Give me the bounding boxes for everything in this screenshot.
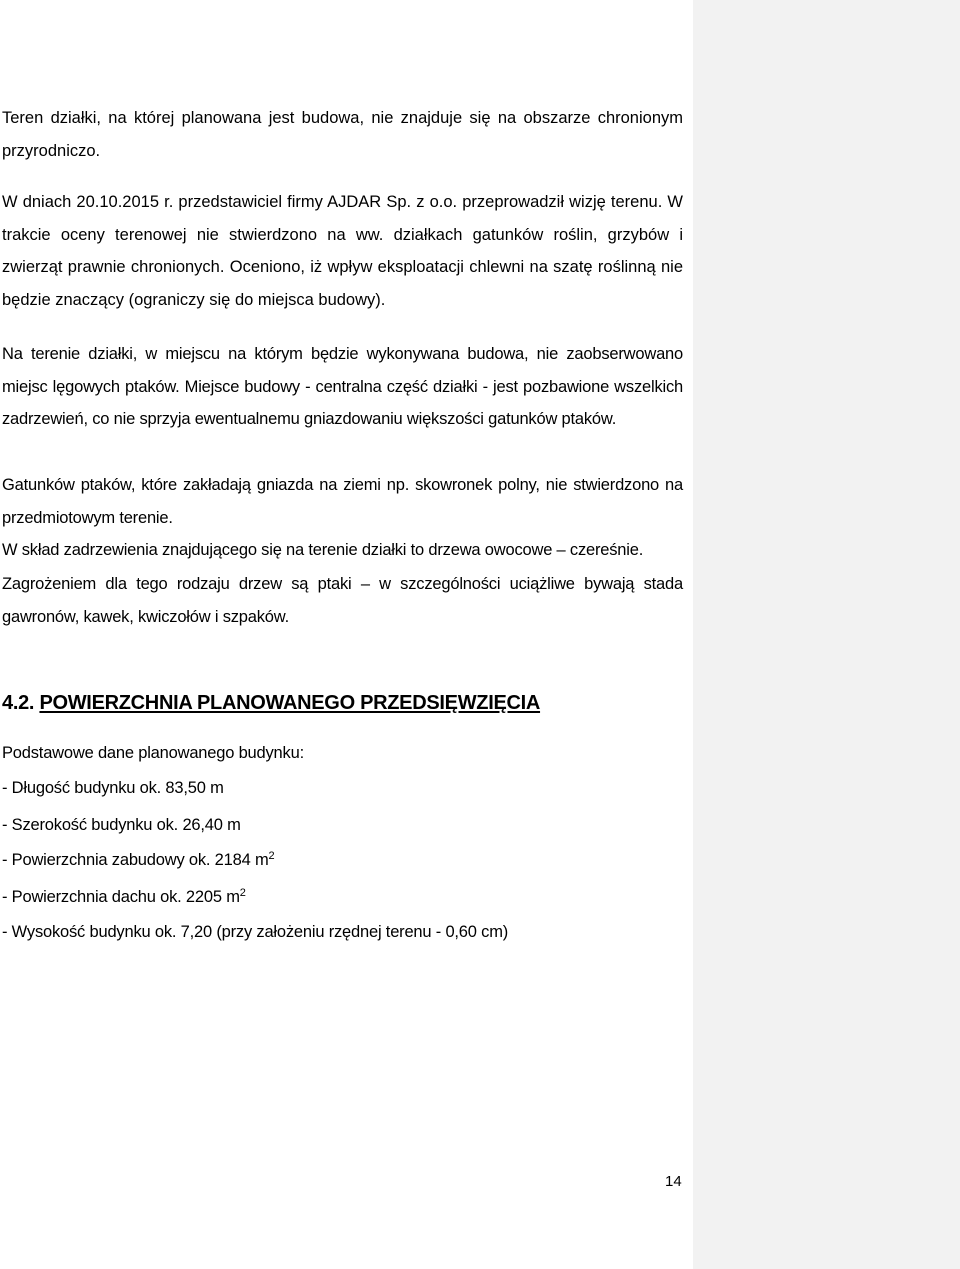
section-number: 4.2. <box>2 692 35 714</box>
list-item <box>2 921 508 943</box>
paragraph-tree-threats: Zagrożeniem dla tego rodzaju drzew są ptaki – w szczególności uciążliwe bywają stada gawronów, kawek, kwiczołów i szpaków. <box>2 575 683 626</box>
paragraph-protected-area: Teren działki, na której planowana jest budowa, nie znajduje się na obszarze chronionym przyrodniczo. <box>2 109 683 160</box>
list-item-text: - Długość budynku ok. 83,50 m <box>2 779 224 797</box>
page-number: 14 <box>665 1173 682 1190</box>
superscript-exponent: 2 <box>268 850 275 862</box>
list-item <box>2 777 224 799</box>
list-item-text: - Powierzchnia dachu ok. 2205 m <box>2 888 240 906</box>
comment-margin-pane <box>693 0 960 1269</box>
section-title: POWIERZCHNIA PLANOWANEGO PRZEDSIĘWZIĘCIA <box>39 692 541 714</box>
list-item-text: - Powierzchnia zabudowy ok. 2184 m <box>2 851 269 869</box>
paragraph-tree-cover: W skład zadrzewienia znajdującego się na terenie działki to drzewa owocowe – czereśnie. <box>2 541 644 559</box>
section-heading <box>2 688 540 718</box>
paragraph-bird-nesting: Na terenie działki, w miejscu na którym będzie wykonywana budowa, nie zaobserwowano miejsc lęgowych ptaków. Miejsce budowy - centralna część działki - jest pozbawione wszelkich zadrzewień, co nie sprzyja ewentualnemu gniazdowaniu większości gatunków ptaków. <box>2 345 683 429</box>
list-item <box>2 814 241 836</box>
list-item-text: - Szerokość budynku ok. 26,40 m <box>2 816 241 834</box>
superscript-exponent: 2 <box>239 887 246 899</box>
building-data-intro: Podstawowe dane planowanego budynku: <box>2 744 304 762</box>
paragraph-ground-nesting: Gatunków ptaków, które zakładają gniazda na ziemi np. skowronek polny, nie stwierdzono na przedmiotowym terenie. <box>2 476 683 527</box>
list-item <box>2 886 246 908</box>
list-item <box>2 849 274 871</box>
list-item-text: - Wysokość budynku ok. 7,20 (przy założeniu rzędnej terenu - 0,60 cm) <box>2 923 509 941</box>
paragraph-site-inspection: W dniach 20.10.2015 r. przedstawiciel firmy AJDAR Sp. z o.o. przeprowadził wizję terenu. W trakcie oceny terenowej nie stwierdzono na ww. działkach gatunków roślin, grzybów i zwierząt prawnie chronionych. Oceniono, iż wpływ eksploatacji chlewni na szatę roślinną nie będzie znaczący (ograniczy się do miejsca budowy). <box>2 193 683 310</box>
